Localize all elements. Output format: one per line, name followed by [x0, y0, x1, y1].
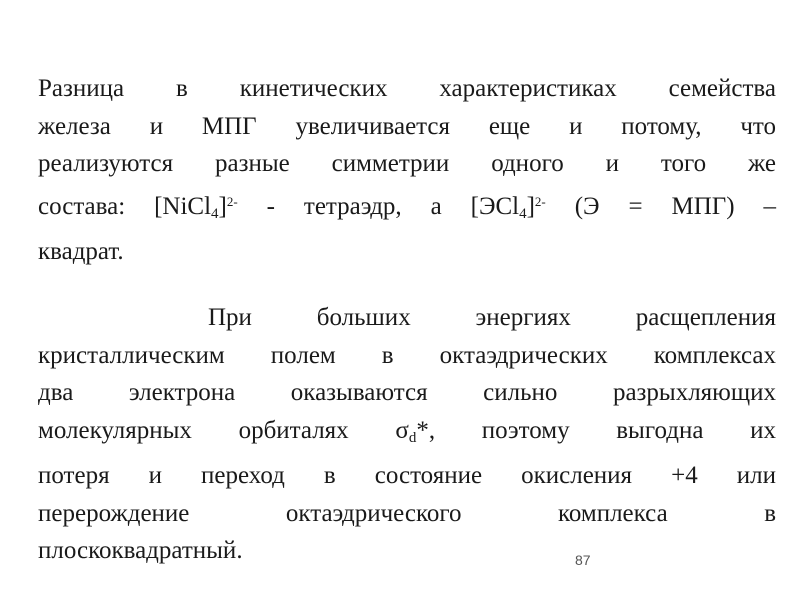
text-fragment: состава: [NiCl [38, 192, 212, 220]
text-line: потеря и переход в состояние окисления +4 или [38, 462, 776, 489]
text-line: квадрат. [38, 238, 124, 265]
subscript: d [408, 429, 417, 446]
subscript: 4 [519, 205, 527, 222]
text-line: железа и МПГ увеличивается еще и потому, что [38, 112, 776, 140]
text-fragment: молекулярных орбиталях σ [38, 416, 409, 444]
text-fragment: *, поэтому выгодна их [416, 416, 776, 444]
text-fragment: (Э = МПГ) – [545, 192, 776, 220]
paragraph-crystal-field-splitting [38, 299, 776, 570]
text-line-indented [38, 299, 776, 337]
text-line-formula [38, 412, 776, 458]
text-fragment: ] [526, 192, 535, 220]
page-number: 87 [575, 552, 591, 568]
paragraph-iron-pgm-kinetics [38, 70, 776, 271]
text-line: кристаллическим полем в октаэдрических комплексах [38, 341, 776, 369]
text-line: Разница в кинетических характеристиках семейства [38, 75, 776, 102]
text-line: перерождение октаэдрического комплекса в [38, 499, 776, 527]
text-fragment: При больших энергиях расщепления [208, 304, 776, 331]
text-fragment: - тетраэдр, а [ЭCl [237, 192, 520, 220]
text-line: плоскоквадратный. [38, 537, 243, 564]
superscript: 2- [534, 193, 546, 209]
text-line: два электрона оказываются сильно разрыхляющих [38, 379, 776, 406]
text-fragment: ] [218, 192, 227, 220]
subscript: 4 [211, 205, 219, 222]
text-line-formula [38, 183, 776, 234]
superscript: 2- [226, 193, 238, 209]
text-line: реализуются разные симметрии одного и того же [38, 150, 776, 177]
